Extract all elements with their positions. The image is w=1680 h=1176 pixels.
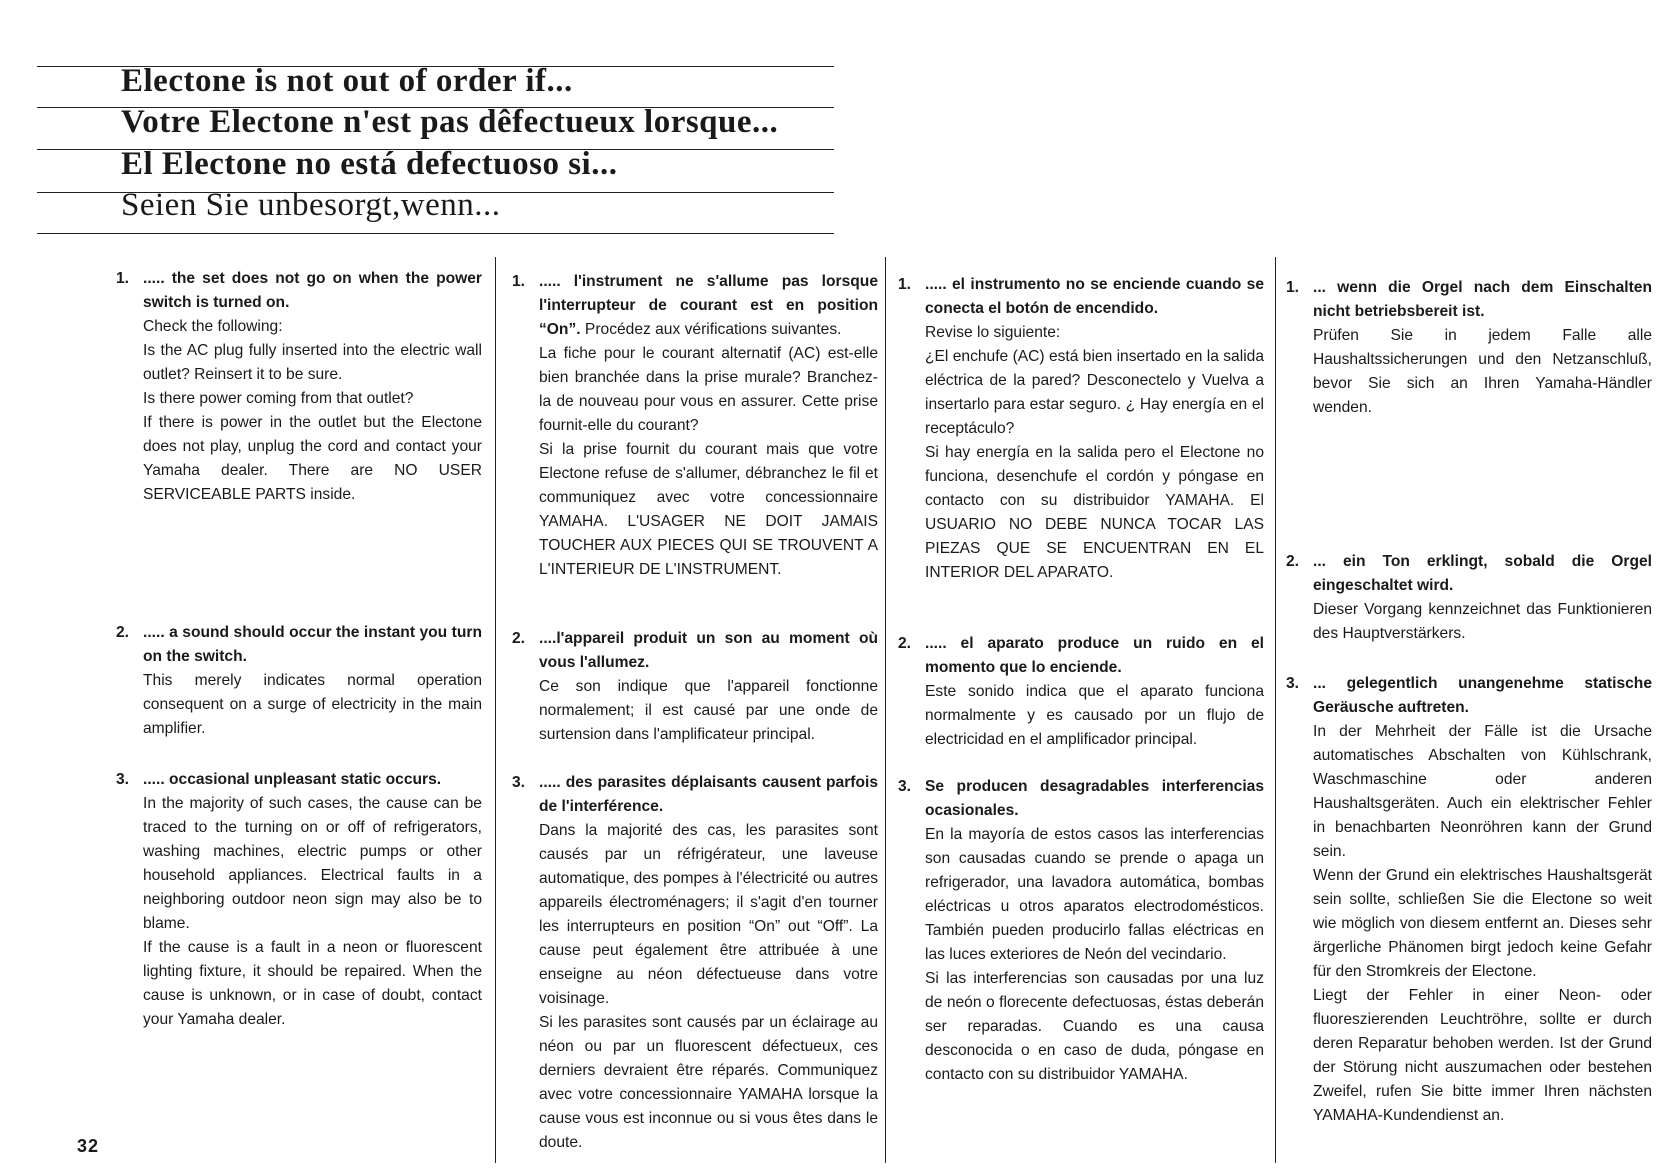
item-body [143,267,482,507]
item-body [539,771,878,1155]
troubleshooting-item [1286,550,1652,646]
item-heading-text: ... ein Ton erklingt, sobald die Orgel eingeschaltet wird. [1313,553,1652,594]
item-number: 3. [898,778,912,795]
item-paragraph: Revise lo siguiente: [925,324,1061,341]
troubleshooting-item [898,632,1264,752]
item-heading [925,775,1264,823]
item-body [925,632,1264,752]
item-heading [143,267,482,315]
troubleshooting-item [512,627,878,747]
item-paragraph: Is there power coming from that outlet? [143,390,414,407]
item-heading-text: ... gelegentlich unangenehme statische Geräusche auftreten. [1313,675,1652,716]
item-heading [925,632,1264,680]
item-heading [539,270,878,342]
item-number: 3. [116,771,130,788]
item-body [539,270,878,582]
title-english: Electone is not out of order if... [121,63,573,99]
item-body [1313,276,1652,420]
item-heading [143,621,482,669]
item-heading-text: Se producen desagradables interferencias ocasionales. [925,778,1264,819]
troubleshooting-item [116,768,482,1032]
item-body [143,621,482,741]
item-paragraph: This merely indicates normal operation consequent on a surge of electricity in the main amplifier. [143,672,482,737]
item-heading [143,768,482,792]
title-french: Votre Electone n'est pas dêfectueux lorsque... [121,104,779,140]
title-spanish: El Electone no está defectuoso si... [121,146,618,182]
troubleshooting-item [116,267,482,507]
item-paragraph: Wenn der Grund ein elektrisches Haushaltsgerät sein sollte, schließen Sie die Electone so weit wie möglich von diesem entfernt an. Dieses sehr ärgerliche Phänomen birgt jedoch keine Gefahr für den Stromkreis der Electone. [1313,867,1652,980]
item-heading [1313,276,1652,324]
item-body [925,775,1264,1087]
troubleshooting-item [898,273,1264,585]
item-paragraph: Check the following: [143,318,283,335]
item-heading [1313,550,1652,598]
item-heading-text: ..... l'instrument ne s'allume pas lorsque l'interrupteur de courant est en position “On”. [539,273,878,338]
item-heading-text: ..... el instrumento no se enciende cuando se conecta el botón de encendido. [925,276,1264,317]
item-paragraph: En la mayoría de estos casos las interferencias son causadas cuando se prende o apaga un refrigerador, una lavadora automática, bombas eléctricas u otros aparatos electrodomésticos. También pueden producirlo fallas eléctricas en las luces exteriores de Neón del vecindario. [925,826,1264,963]
item-body [539,627,878,747]
title-german: Seien Sie unbesorgt,wenn... [121,187,501,223]
item-heading [539,771,878,819]
item-paragraph: In the majority of such cases, the cause can be traced to the turning on or off of refrigerators, washing machines, electric pumps or other household appliances. Electrical faults in a neighboring outdoor neon sign may also be to blame. [143,795,482,932]
item-paragraph: Si las interferencias son causadas por una luz de neón o florecente defectuosas, éstas deberán ser reparadas. Cuando es una causa desconocida o en caso de duda, póngase en contacto con su distribuidor YAMAHA. [925,970,1264,1083]
item-heading-tail: Procédez aux vérifications suivantes. [580,321,842,338]
item-heading-text: ....l'appareil produit un son au moment où vous l'allumez. [539,630,878,671]
item-body [1313,672,1652,1128]
item-paragraph: Liegt der Fehler in einer Neon- oder fluoreszierenden Leuchtröhre, sollte er durch deren Reparatur behoben werden. Ist der Grund der Störung nicht auszumachen oder bestehen Zweifel, rufen Sie bitte immer Ihren nächsten YAMAHA-Kundendienst an. [1313,987,1652,1124]
troubleshooting-item [512,771,878,1155]
troubleshooting-item [898,775,1264,1087]
troubleshooting-item [1286,672,1652,1128]
item-number: 3. [512,774,526,791]
troubleshooting-item [116,621,482,741]
item-heading-text: ..... a sound should occur the instant you turn on the switch. [143,624,482,665]
item-paragraph: Este sonido indica que el aparato funciona normalmente y es causado por un flujo de electricidad en el amplificador principal. [925,683,1264,748]
item-body [1313,550,1652,646]
item-paragraph: Si hay energía en la salida pero el Electone no funciona, desenchufe el cordón y póngase en contacto con su distribuidor YAMAHA. El USUARIO NO DEBE NUNCA TOCAR LAS PIEZAS QUE SE ENCUENTRAN EN EL INTERIOR DEL APARATO. [925,444,1264,581]
troubleshooting-item [512,270,878,582]
item-paragraph: ¿El enchufe (AC) está bien insertado en la salida eléctrica de la pared? Desconectelo y Vuelva a insertarlo para estar seguro. ¿ Hay energía en el receptáculo? [925,348,1264,437]
item-heading [1313,672,1652,720]
item-paragraph: Si les parasites sont causés par un éclairage au néon ou par un fluorescent défectueux, ces derniers devraient être réparés. Communiquez avec votre concessionnaire YAMAHA lorsque la cause vous est inconnue ou si vous êtes dans le doute. [539,1014,878,1151]
item-number: 1. [116,270,130,287]
item-paragraph: Is the AC plug fully inserted into the electric wall outlet? Reinsert it to be sure. [143,342,482,383]
item-heading-text: ..... des parasites déplaisants causent parfois de l'interférence. [539,774,878,815]
page-number: 32 [77,1136,100,1156]
column-divider [495,257,496,1163]
item-number: 1. [898,276,912,293]
item-paragraph: Si la prise fournit du courant mais que votre Electone refuse de s'allumer, débranchez le fil et communiquez avec votre concessionnaire YAMAHA. L'USAGER NE DOIT JAMAIS TOUCHER AUX PIECES QUI SE TROUVENT A L'INTERIEUR DE L'INSTRUMENT. [539,441,878,578]
item-paragraph: If the cause is a fault in a neon or fluorescent lighting fixture, it should be repaired. When the cause is unknown, or in case of doubt, contact your Yamaha dealer. [143,939,482,1028]
item-paragraph: If there is power in the outlet but the Electone does not play, unplug the cord and contact your Yamaha dealer. There are NO USER SERVICEABLE PARTS inside. [143,414,482,503]
column-divider [1275,257,1276,1163]
item-heading-text: ..... the set does not go on when the power switch is turned on. [143,270,482,311]
item-number: 2. [116,624,130,641]
item-number: 1. [1286,279,1300,296]
item-paragraph: Dieser Vorgang kennzeichnet das Funktionieren des Hauptverstärkers. [1313,601,1652,642]
item-paragraph: Ce son indique que l'appareil fonctionne normalement; il est causé par une onde de surtension dans l'amplificateur principal. [539,678,878,743]
item-paragraph: In der Mehrheit der Fälle ist die Ursache automatisches Abschalten von Kühlschrank, Waschmaschine oder anderen Haushaltsgeräten. Auch ein elektrischer Fehler in benachbarten Neonröhren kann der Grund sein. [1313,723,1652,860]
item-number: 1. [512,273,526,290]
item-paragraph: Dans la majorité des cas, les parasites sont causés par un réfrigérateur, une laveuse automatique, des pompes à l'électricité ou autres appareils électroménagers; il s'agit d'en tourner les interrupteurs en position “On” out “Off”. La cause peut également être attribuée à une enseigne au néon défectueuse dans votre voisinage. [539,822,878,1007]
item-number: 2. [512,630,526,647]
item-heading-text: ..... el aparato produce un ruido en el momento que lo enciende. [925,635,1264,676]
item-number: 2. [898,635,912,652]
column-divider [885,257,886,1163]
item-paragraph: La fiche pour le courant alternatif (AC) est-elle bien branchée dans la prise murale? Branchez-la de nouveau pour vous en assurer. Cette prise fournit-elle du courant? [539,345,878,434]
title-rule [37,233,834,234]
item-number: 3. [1286,675,1300,692]
item-heading-text: ..... occasional unpleasant static occurs. [143,771,442,788]
item-heading [925,273,1264,321]
item-body [925,273,1264,585]
item-heading [539,627,878,675]
item-body [143,768,482,1032]
item-paragraph: Prüfen Sie in jedem Falle alle Haushaltssicherungen und den Netzanschluß, bevor Sie sich an Ihren Yamaha-Händler wenden. [1313,327,1652,416]
item-heading-text: ... wenn die Orgel nach dem Einschalten nicht betriebsbereit ist. [1313,279,1652,320]
item-number: 2. [1286,553,1300,570]
troubleshooting-item [1286,276,1652,420]
